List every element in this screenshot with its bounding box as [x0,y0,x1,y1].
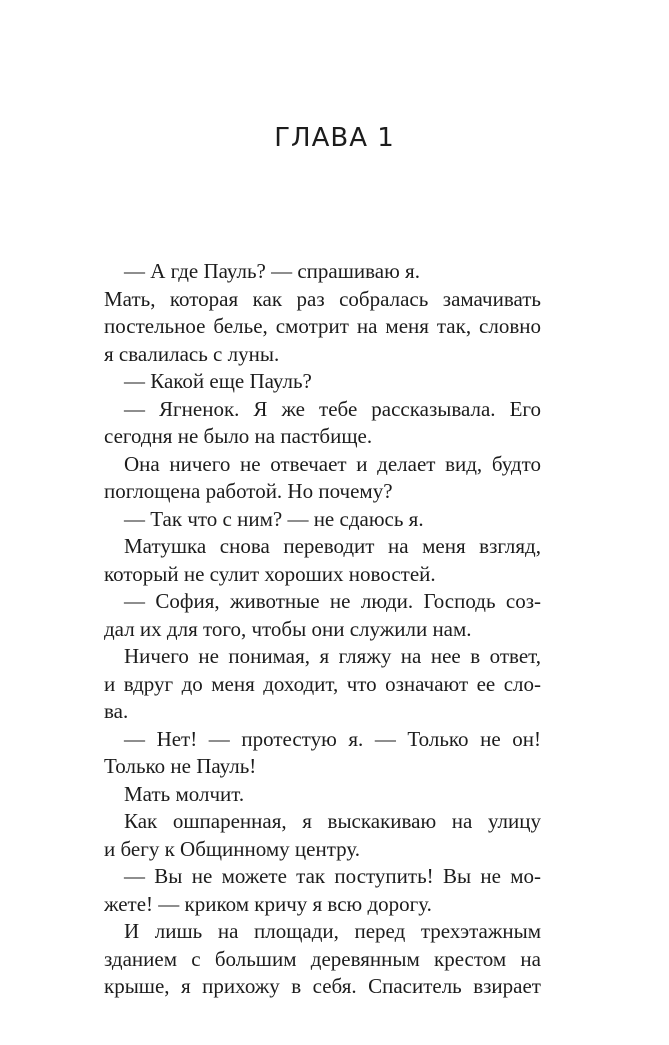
text-line: Как ошпаренная, я выскакиваю на улицу [124,809,541,833]
text-line: И лишь на площади, перед трехэтажным [124,919,541,943]
text-line: сегодня не было на пастбище. [104,424,373,448]
text-line: Ничего не понимая, я гляжу на нее в ответ, [124,644,541,668]
text-line: и вдруг до меня доходит, что означают ее сло- [104,671,541,696]
chapter-title: ГЛАВА 1 [274,123,395,153]
text-line: зданием с большим деревянным крестом на [104,946,541,971]
text-line: — Какой еще Пауль? [124,369,312,393]
text-line: Только не Пауль! [104,754,257,778]
text-line: ва. [104,699,129,723]
text-line: поглощена работой. Но почему? [104,479,393,503]
text-line: — София, животные не люди. Господь соз- [124,589,541,613]
text-line: Матушка снова переводит на меня взгляд, [124,534,541,558]
text-line: — Ягненок. Я же тебе рассказывала. Его [124,396,541,421]
text-line: который не сулит хороших новостей. [104,561,436,586]
text-line: — А где Пауль? — спрашиваю я. [124,259,420,283]
text-line: — Так что с ним? — не сдаюсь я. [124,506,424,531]
text-line: крыше, я прихожу в себя. Спаситель взирает [104,974,541,998]
text-line: Мать, которая как раз собралась замачивать [104,286,541,311]
text-line: — Вы не можете так поступить! Вы не мо- [124,864,541,888]
body-text [104,258,541,1001]
text-line: я свалилась с луны. [104,341,280,366]
text-line: жете! — криком кричу я всю дорогу. [104,891,432,916]
text-line: — Нет! — протестую я. — Только не он! [124,726,541,751]
text-line: Она ничего не отвечает и делает вид, будто [124,451,541,476]
text-line: Мать молчит. [124,781,245,806]
text-line: постельное белье, смотрит на меня так, словно [104,314,541,338]
text-line: дал их для того, чтобы они служили нам. [104,616,472,641]
text-line: и бегу к Общинному центру. [104,836,361,861]
